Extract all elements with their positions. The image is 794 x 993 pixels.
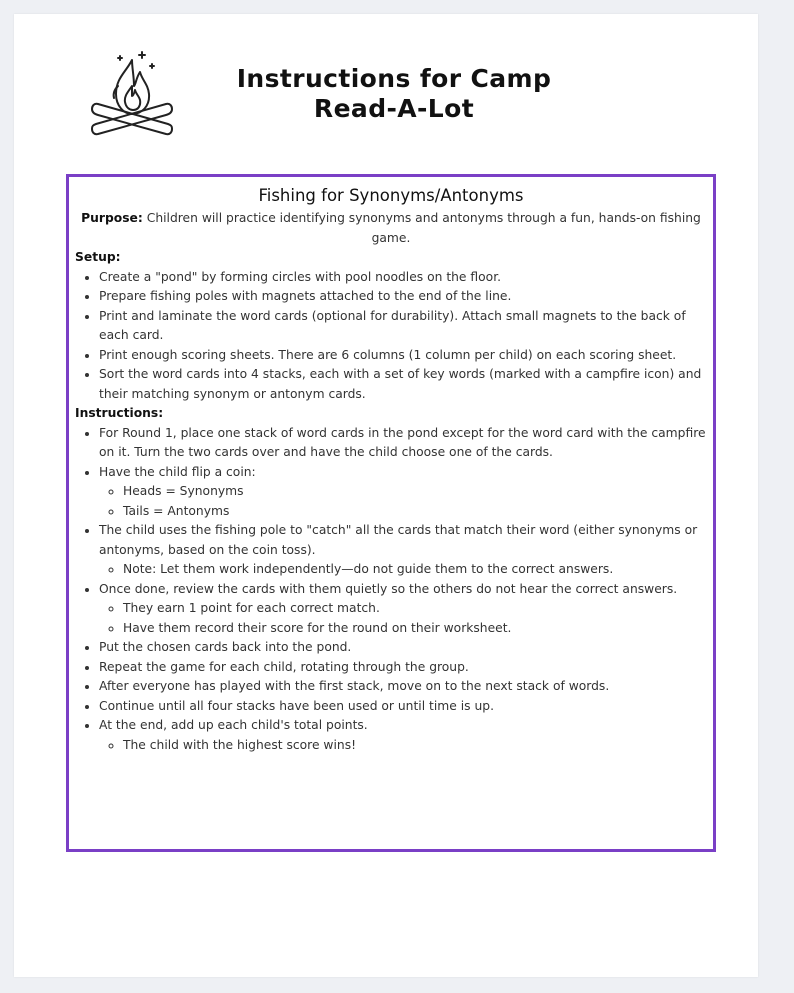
instruction-text: Continue until all four stacks have been used or until time is up.: [99, 698, 494, 713]
purpose-paragraph: [75, 209, 707, 248]
instruction-item: [99, 716, 707, 755]
setup-item: • Create a "pond" by forming circles with pool noodles on the floor.: [99, 268, 707, 288]
instruction-item: [99, 463, 707, 522]
instruction-item: [99, 638, 707, 658]
purpose-text: Children will practice identifying synonyms and antonyms through a fun, hands-on fishing game.: [146, 211, 701, 245]
page-title: [192, 64, 596, 124]
instruction-text: At the end, add up each child's total points.: [99, 718, 368, 732]
page-title-line-1: Instructions for Camp: [236, 64, 552, 93]
activity-title: Fishing for Synonyms/Antonyms: [258, 186, 524, 205]
instruction-item: [99, 424, 707, 463]
instruction-subitem: ◦ Note: Let them work independently—do not guide them to the correct answers.: [123, 560, 707, 580]
instruction-text: Put the chosen cards back into the pond.: [99, 640, 352, 654]
setup-item: • Print and laminate the word cards (optional for durability). Attach small magnets to the back of each card.: [99, 307, 707, 346]
instruction-item: [99, 580, 707, 639]
instruction-item: [99, 658, 707, 678]
instruction-item: [99, 677, 707, 697]
setup-list: [75, 268, 707, 405]
instruction-subitem: ◦ Have them record their score for the round on their worksheet.: [123, 619, 707, 639]
instruction-sublist: [99, 482, 707, 521]
instruction-item: [99, 521, 707, 580]
campfire-icon: [86, 42, 178, 138]
instruction-text: The child uses the fishing pole to "catch" all the cards that match their word (either synonyms or antonyms, based on the coin toss).: [99, 523, 698, 557]
instruction-text: For Round 1, place one stack of word cards in the pond except for the word card with the campfire on it. Turn the two cards over and have the child choose one of the cards.: [99, 425, 706, 459]
setup-item: • Print enough scoring sheets. There are 6 columns (1 column per child) on each scoring sheet.: [99, 346, 707, 366]
instruction-sublist: [99, 736, 707, 756]
instruction-text: Repeat the game for each child, rotating through the group.: [99, 659, 469, 674]
instruction-sublist: [99, 599, 707, 638]
instruction-text: Have the child flip a coin:: [99, 464, 256, 479]
setup-item: • Sort the word cards into 4 stacks, each with a set of key words (marked with a campfire icon) and their matching synonym or antonym cards.: [99, 365, 707, 404]
instruction-subitem: ◦ The child with the highest score wins!: [123, 736, 707, 756]
activity-box: [66, 174, 716, 852]
page-title-line-2: Read-A-Lot: [313, 94, 475, 123]
instruction-subitem: ◦ Tails = Antonyms: [123, 502, 707, 522]
instruction-item: [99, 697, 707, 717]
setup-item: • Prepare fishing poles with magnets attached to the end of the line.: [99, 287, 707, 307]
instruction-text: Once done, review the cards with them quietly so the others do not hear the correct answers.: [99, 581, 678, 596]
instruction-subitem: ◦ They earn 1 point for each correct match.: [123, 599, 707, 619]
setup-heading: Setup:: [75, 250, 121, 264]
instruction-text: After everyone has played with the first stack, move on to the next stack of words.: [99, 679, 610, 693]
instructions-list: [75, 424, 707, 756]
purpose-label: Purpose:: [81, 211, 143, 225]
instructions-heading: Instructions:: [75, 406, 164, 420]
document-page: [14, 14, 758, 977]
instruction-sublist: [99, 560, 707, 580]
instruction-subitem: ◦ Heads = Synonyms: [123, 482, 707, 502]
